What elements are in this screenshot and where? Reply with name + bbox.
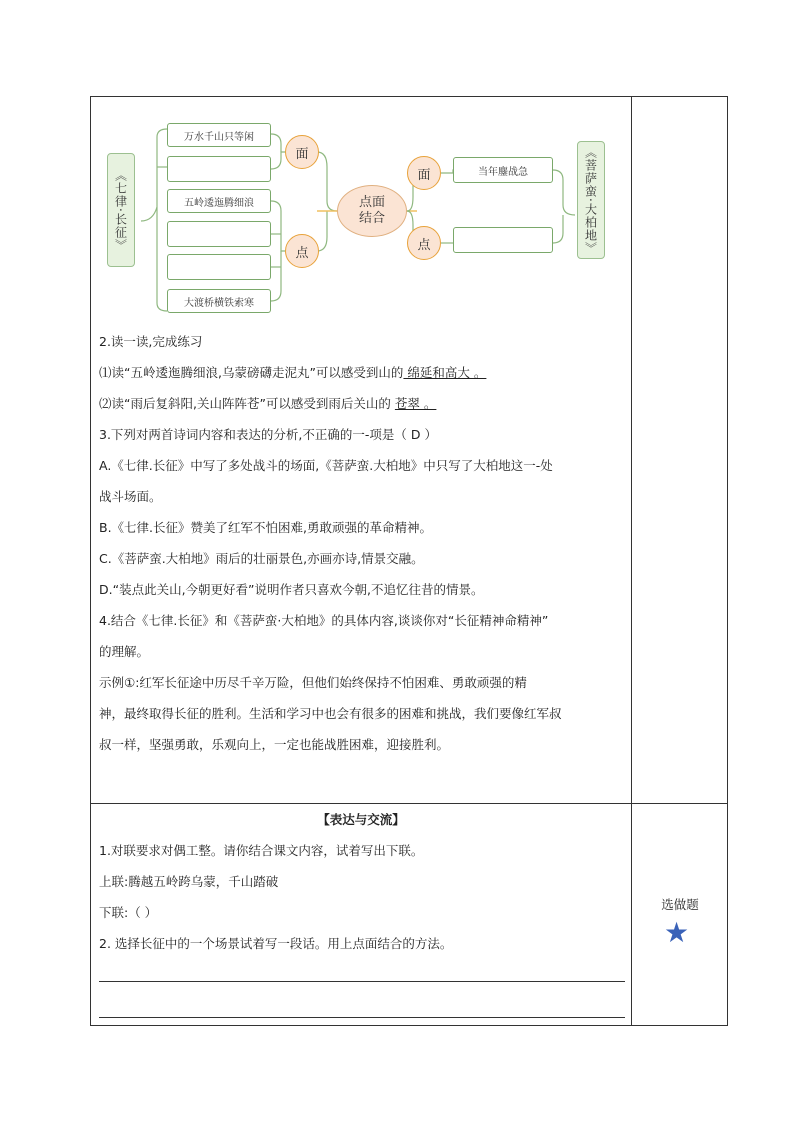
center-node: [337, 185, 407, 237]
q2-line2-answer: 苍翠 。: [394, 396, 437, 411]
express-q1: 1.对联要求对偶工整。请你结合课文内容，试着写出下联。: [99, 843, 424, 858]
optional-label: 选做题: [661, 897, 699, 912]
q2-line2-text: ⑵读“雨后复斜阳,关山阵阵苍”可以感受到雨后关山的: [99, 396, 395, 411]
answer-line-1[interactable]: [99, 981, 625, 982]
star-icon: ★: [664, 916, 690, 949]
q3-option-c: C.《菩萨蛮.大柏地》雨后的壮丽景色,亦画亦诗,情景交融。: [99, 551, 424, 566]
row-divider: [91, 803, 727, 804]
q2-line2: [99, 396, 436, 412]
q3-option-d: D.“装点此关山,今朝更好看”说明作者只喜欢今朝,不追忆往昔的情景。: [99, 582, 484, 597]
q2-line1-answer: 绵延和高大 。: [403, 365, 487, 380]
left-poem-title: 《七律·长征》: [107, 153, 135, 267]
left-dian-node: 点: [285, 234, 319, 268]
q3-stem: 3.下列对两首诗词内容和表达的分析,不正确的一-项是（ D ）: [99, 427, 437, 442]
left-box-2-blank: [167, 156, 271, 182]
express-header: 【表达与交流】: [317, 812, 405, 827]
right-poem-title: 《菩萨蛮·大柏地》: [577, 141, 605, 259]
right-mian-node: 面: [407, 156, 441, 190]
left-mian-node: 面: [285, 135, 319, 169]
right-box-1: 当年鏖战急: [453, 157, 553, 183]
q2-line1-text: ⑴读“五岭逶迤腾细浪,乌蒙磅礴走泥丸”可以感受到山的: [99, 365, 404, 380]
column-divider: [631, 97, 632, 1025]
left-box-6: 大渡桥横铁索寒: [167, 289, 271, 313]
q4-line2: 的理解。: [99, 644, 150, 659]
q4-example-line2: 神，最终取得长征的胜利。生活和学习中也会有很多的困难和挑战，我们要像红军叔: [99, 706, 562, 721]
shanglian: 上联:腾越五岭跨乌蒙，千山踏破: [99, 874, 279, 889]
q3-option-a-line1: A.《七律.长征》中写了多处战斗的场面,《菩萨蛮.大柏地》中只写了大柏地这一-处: [99, 458, 553, 473]
center-node-label: 点面结合: [358, 195, 385, 226]
right-dian-node: 点: [407, 226, 441, 260]
right-box-2-blank: [453, 227, 553, 253]
express-q2: 2. 选择长征中的一个场景试着写一段话。用上点面结合的方法。: [99, 936, 453, 951]
left-box-3: 五岭逶迤腾细浪: [167, 189, 271, 213]
q3-option-b: B.《七律.长征》赞美了红军不怕困难,勇敢顽强的革命精神。: [99, 520, 432, 535]
q3-option-a-line2: 战斗场面。: [99, 489, 162, 504]
q2-line1: [99, 365, 486, 381]
left-box-5-blank: [167, 254, 271, 280]
worksheet-table: [90, 96, 728, 1026]
answer-line-2[interactable]: [99, 1017, 625, 1018]
left-box-1: 万水千山只等闲: [167, 123, 271, 147]
left-box-4-blank: [167, 221, 271, 247]
q4-example-line1: 示例①:红军长征途中历尽千辛万险，但他们始终保持不怕困难、勇敢顽强的精: [99, 675, 527, 690]
q2-title: 2.读一读,完成练习: [99, 334, 203, 349]
q4-line1: 4.结合《七律.长征》和《菩萨蛮·大柏地》的具体内容,谈谈你对“长征精神命精神”: [99, 613, 549, 628]
q4-example-line3: 叔一样，坚强勇敢，乐观向上，一定也能战胜困难，迎接胜利。: [99, 737, 450, 752]
xialian[interactable]: 下联:（ ）: [99, 905, 158, 920]
